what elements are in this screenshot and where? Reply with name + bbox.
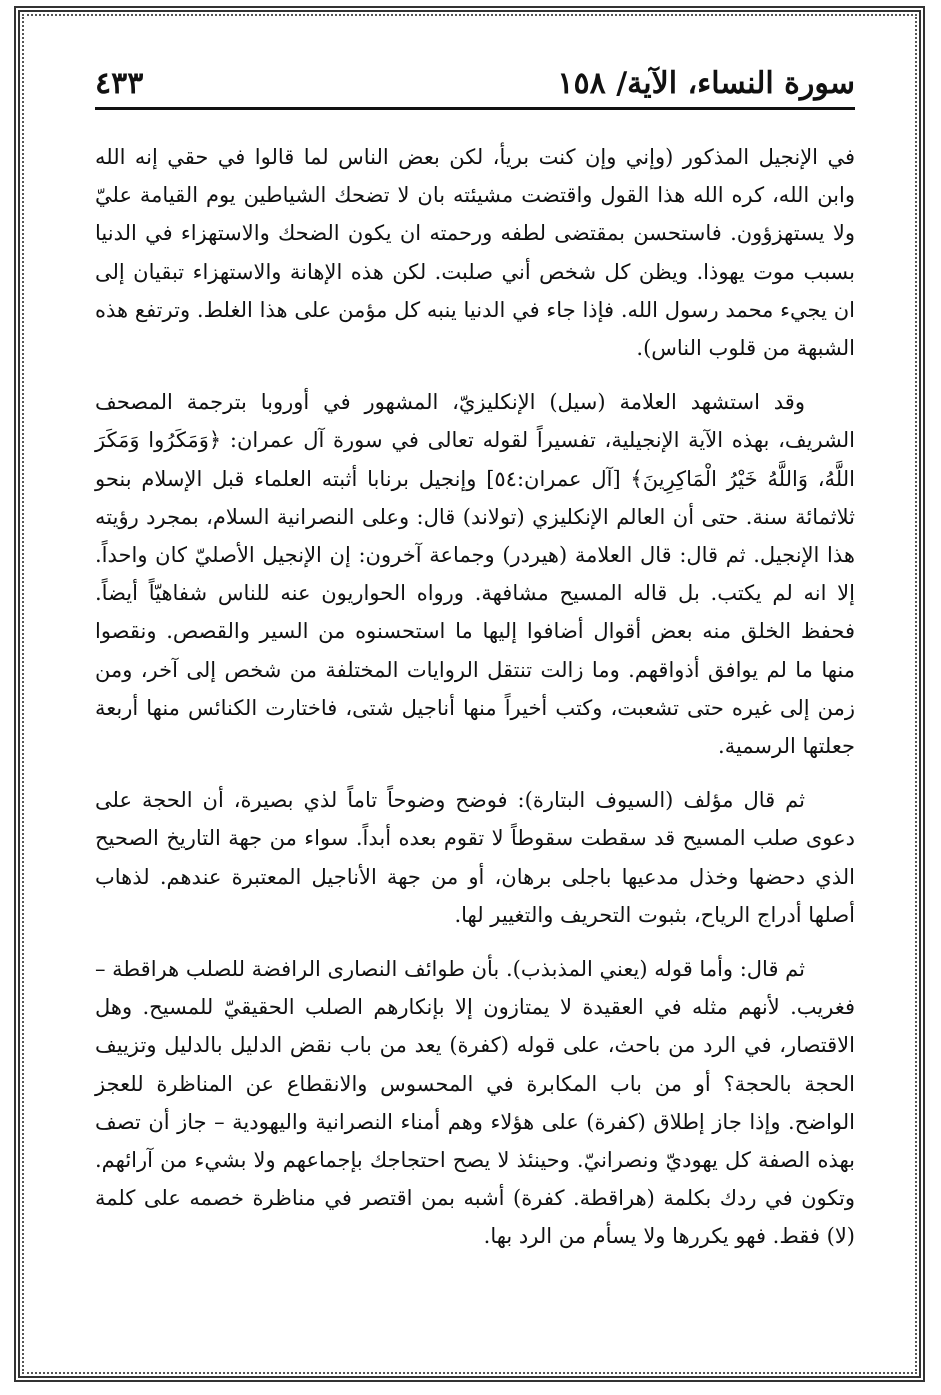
paragraph-1: في الإنجيل المذكور (وإني وإن كنت بريأ، لكن بعض الناس لما قالوا في حقي إنه الله وابن الله، كره الله هذا القول واقتضت مشيئته بان لا تضحك الشياطين يوم القيامة عليّ ولا يستهزؤون. فاستحسن بمقتضى لطفه ورحمته ان يكون الضحك والاستهزاء في الدنيا بسبب موت يهوذا. ويظن كل شخص أني صلبت. لكن هذه الإهانة والاستهزاء تبقيان إلى ان يجيء محمد رسول الله. فإذا جاء في الدنيا ينبه كل مؤمن على هذا الغلط. وترتفع هذه الشبهة من قلوب الناس). (95, 145, 855, 361)
paragraph-4: ثم قال: وأما قوله (يعني المذبذب). بأن طوائف النصارى الرافضة للصلب هراقطة – فغريب. لأنهم مثله في العقيدة لا يمتازون إلا بإنكارهم الصلب الحقيقيّ للمسيح. وهل الاقتصار، في الرد من باحث، على قوله (كفرة) يعد من باب نقض الدليل بالدليل وتزييف الحجة بالحجة؟ أو من باب المكابرة في المحسوس والانقطاع عن المناظرة للعجز الواضح. وإذا جاز إطلاق (كفرة) على هؤلاء وهم أمناء النصرانية واليهودية – جاز أن تصف بهذه الصفة كل يهوديّ ونصرانيّ. وحينئذ لا يصح احتجاجك بإجماعهم ولا بشيء من آرائهم. وتكون في ردك بكلمة (هراقطة. كفرة) أشبه بمن اقتصر في مناظرة خصمه على كلمة (لا) فقط. فهو يكررها ولا يسأم من الرد بها. (95, 957, 855, 1249)
page-number: ٤٣٣ (95, 66, 144, 101)
body-text (95, 138, 855, 1272)
paragraph-3: ثم قال مؤلف (السيوف البتارة): فوضح وضوحاً تاماً لذي بصيرة، أن الحجة على دعوى صلب المسيح قد سقطت سقوطاً لا تقوم بعده أبداً. سواء من جهة التاريخ الصحيح الذي دحضها وخذل مدعيها باجلى برهان، أو من جهة الأناجيل المعتبرة عندهم. لذهاب أصلها أدراج الرياح، بثبوت التحريف والتغيير لها. (95, 788, 855, 927)
paragraph-2: وقد استشهد العلامة (سيل) الإنكليزيّ، المشهور في أوروبا بترجمة المصحف الشريف، بهذه الآية الإنجيلية، تفسيراً لقوله تعالى في سورة آل عمران: ﴿وَمَكَرُوا وَمَكَرَ اللَّهُ، وَاللَّهُ خَيْرُ الْمَاكِرِينَ﴾ [آل عمران:٥٤] وإنجيل برنابا أثبته العلماء قبل الإسلام بنحو ثلاثمائة سنة. حتى أن العالم الإنكليزي (تولاند) قال: وعلى النصرانية السلام، بمجرد رؤيته هذا الإنجيل. ثم قال: قال العلامة (هيردر) وجماعة آخرون: إن الإنجيل الأصليّ كان واحداً. إلا انه لم يكتب. بل قاله المسيح مشافهة. ورواه الحواريون عنه للناس شفاهيّاً أيضاً. فحفظ الخلق منه بعض أقوال أضافوا إليها ما استحسنوه من السير والقصص. ونقصوا منها ما لم يوافق أذواقهم. وما زالت تنتقل الروايات المختلفة من شخص إلى آخر، ومن زمن إلى غيره حتى تشعبت، وكتب أخيراً منها أناجيل شتى، فاختارت الكنائس منها أربعة جعلتها الرسمية. (95, 390, 855, 759)
page-header (95, 60, 855, 110)
running-title: سورة النساء، الآية/ ١٥٨ (557, 66, 855, 101)
